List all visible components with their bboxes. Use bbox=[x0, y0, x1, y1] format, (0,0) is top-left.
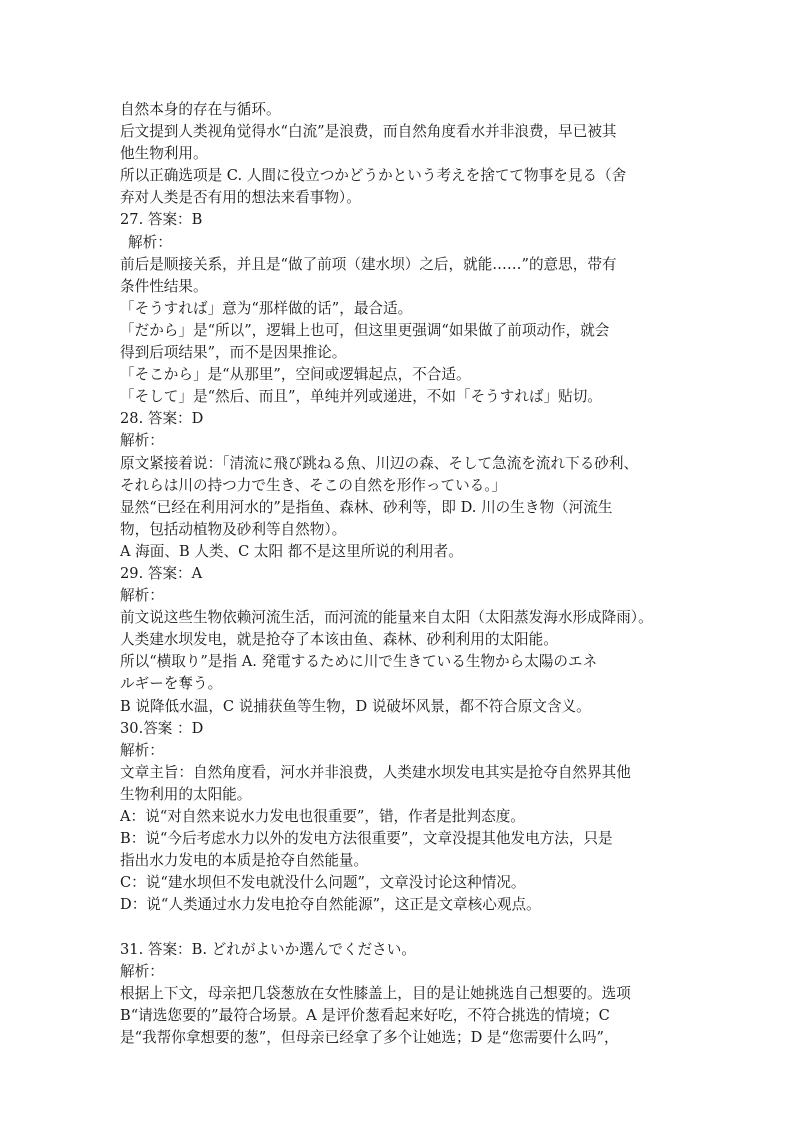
question-27-answer: 27. 答案：B bbox=[120, 211, 203, 229]
text-line: 他生物利用。 bbox=[120, 145, 208, 163]
text-line: B：说“今后考虑水力以外的发电方法很重要”，文章没提其他发电方法，只是 bbox=[120, 830, 613, 848]
blank-line bbox=[120, 916, 680, 938]
text-line: 原文紧接着说：「清流に飛び跳ねる魚、川辺の森、そして急流を流れ下る砂利、 bbox=[120, 454, 639, 472]
text-line: A 海面、B 人类、C 太阳 都不是这里所说的利用者。 bbox=[120, 542, 463, 560]
text-line: 物，包括动植物及砂利等自然物）。 bbox=[120, 520, 347, 538]
text-line: A：说“对自然来说水力发电也很重要”，错，作者是批判态度。 bbox=[120, 808, 525, 825]
document-body bbox=[120, 99, 680, 1049]
text-line: 条件性结果。 bbox=[120, 277, 208, 295]
analysis-label: 解析： bbox=[128, 233, 172, 251]
text-line: 「だから」是“所以”，逻辑上也可，但这里更强调“如果做了前项动作，就会 bbox=[120, 321, 610, 339]
text-line: 生物利用的太阳能。 bbox=[120, 785, 252, 803]
analysis-label: 解析： bbox=[120, 962, 164, 980]
text-line: C：说“建水坝但不发电就没什么问题”，文章没讨论这种情况。 bbox=[120, 874, 526, 892]
text-line: ルギーを奪う。 bbox=[120, 675, 223, 693]
text-line: 文章主旨：自然角度看，河水并非浪费，人类建水坝发电其实是抢夺自然界其他 bbox=[120, 763, 631, 781]
question-28-answer: 28. 答案：D bbox=[120, 410, 204, 428]
text-line: 弃对人类是否有用的想法来看事物）。 bbox=[120, 189, 361, 207]
text-line: 后文提到人类视角觉得水“白流”是浪费，而自然角度看水并非浪费，早已被其 bbox=[120, 123, 617, 141]
analysis-label: 解析： bbox=[120, 741, 164, 759]
question-29-answer: 29. 答案：A bbox=[120, 564, 203, 582]
text-line: 「そこから」是“从那里”，空间或逻辑起点，不合适。 bbox=[120, 366, 471, 384]
text-line: 是“我帮你拿想要的葱”，但母亲已经拿了多个让她选；D 是“您需要什么吗”， bbox=[120, 1028, 619, 1046]
text-line: 指出水力发电的本质是抢夺自然能量。 bbox=[120, 852, 369, 870]
text-line: 人类建水坝发电，就是抢夺了本该由鱼、森林、砂利利用的太阳能。 bbox=[120, 631, 558, 649]
question-30-answer: 30.答案 ：D bbox=[120, 719, 204, 737]
text-line: 前后是顺接关系，并且是“做了前项（建水坝）之后，就能……”的意思，带有 bbox=[120, 255, 617, 273]
question-31-answer: 31. 答案：B. どれがよいか選んでください。 bbox=[120, 940, 416, 958]
text-line: B 说降低水温，C 说捕获鱼等生物，D 说破坏风景，都不符合原文含义。 bbox=[120, 697, 591, 715]
text-line: 根据上下文，母亲把几袋葱放在女性膝盖上，目的是让她挑选自己想要的。选项 bbox=[120, 984, 631, 1002]
text-line: B“请选您要的”最符合场景。A 是评价葱看起来好吃，不符合挑选的情境；C bbox=[120, 1006, 610, 1024]
text-line: 所以正确选项是 C. 人間に役立つかどうかという考えを捨てて物事を見る（舍 bbox=[120, 167, 627, 185]
text-line: 自然本身的存在与循环。 bbox=[120, 101, 281, 118]
text-line: 得到后项结果”，而不是因果推论。 bbox=[120, 344, 347, 362]
text-line: 前文说这些生物依赖河流生活，而河流的能量来自太阳（太阳蒸发海水形成降雨）。 bbox=[120, 609, 653, 627]
text-line: 所以“横取り”是指 A. 発電するために川で生きている生物から太陽のエネ bbox=[120, 653, 598, 671]
text-line: 「そして」是“然后、而且”，单纯并列或递进，不如「そうすれば」贴切。 bbox=[120, 388, 602, 406]
analysis-label: 解析： bbox=[120, 432, 164, 450]
text-line: それらは川の持つ力で生き、そこの自然を形作っている。」 bbox=[120, 476, 507, 494]
text-line: D：说“人类通过水力发电抢夺自然能源”，这正是文章核心观点。 bbox=[120, 896, 541, 914]
text-line: 显然“已经在利用河水的”是指鱼、森林、砂利等，即 D. 川の生き物（河流生 bbox=[120, 498, 613, 516]
text-line: 「そうすれば」意为“那样做的话”，最合适。 bbox=[120, 299, 413, 317]
analysis-label: 解析： bbox=[120, 587, 164, 605]
